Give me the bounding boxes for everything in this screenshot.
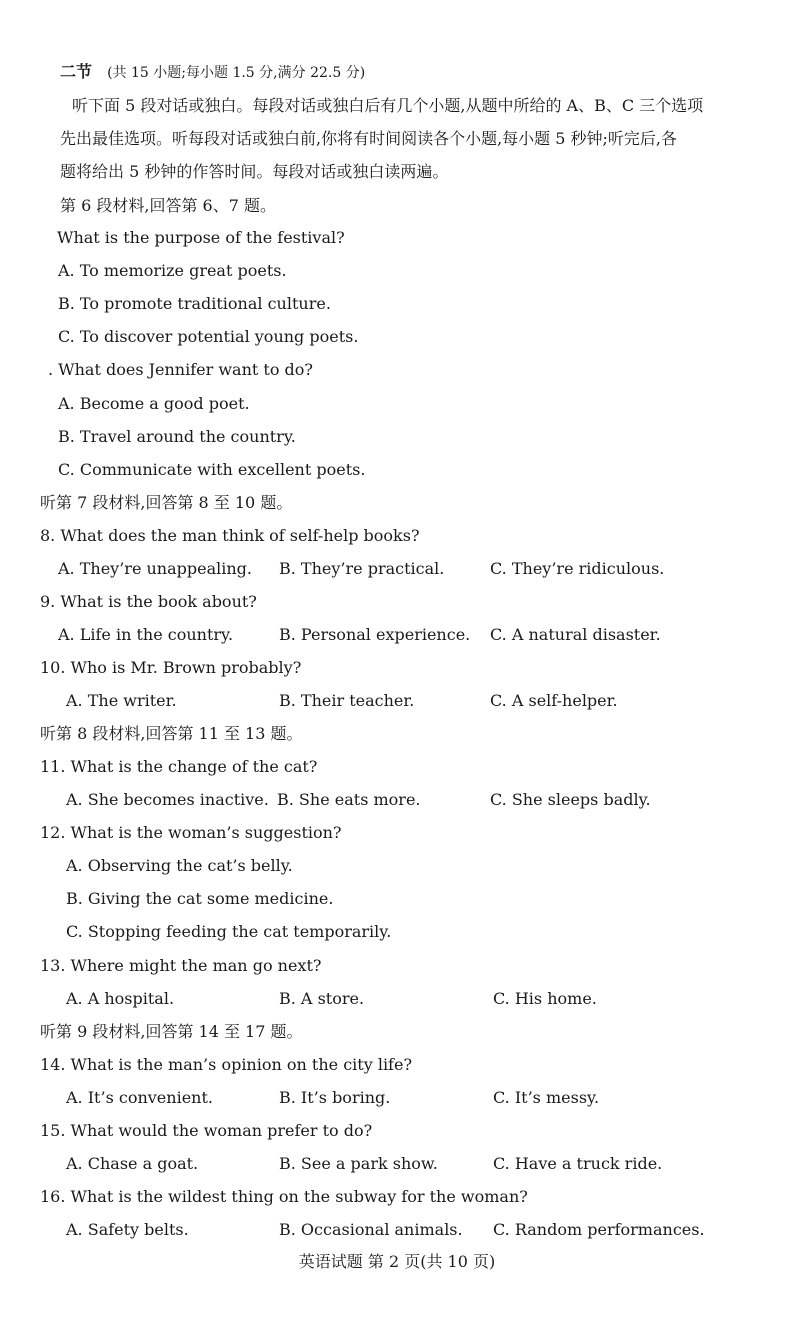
material-header: 听第 7 段材料,回答第 8 至 10 题。 — [40, 493, 293, 512]
option-c: C. Have a truck ride. — [493, 1154, 663, 1173]
option-b: B. See a park show. — [279, 1154, 438, 1173]
option-a: A. They’re unappealing. — [58, 559, 253, 578]
option-c: C. Stopping feeding the cat temporarily. — [66, 922, 392, 941]
option-b: B. It’s boring. — [279, 1088, 391, 1107]
option-b: B. Personal experience. — [279, 625, 471, 644]
option-a: A. Safety belts. — [66, 1220, 189, 1239]
option-b: B. Occasional animals. — [279, 1220, 463, 1239]
question-text: 12. What is the woman’s suggestion? — [40, 823, 342, 842]
question-text: 14. What is the man’s opinion on the city life? — [40, 1055, 413, 1074]
option-c: C. Communicate with excellent poets. — [58, 460, 366, 479]
question-text: 16. What is the wildest thing on the subway for the woman? — [40, 1187, 528, 1206]
option-a: A. It’s convenient. — [66, 1088, 213, 1107]
question-text: 10. Who is Mr. Brown probably? — [40, 658, 302, 677]
question-text: 9. What is the book about? — [40, 592, 257, 611]
option-c: C. She sleeps badly. — [490, 790, 651, 809]
page-footer: 英语试题 第 2 页(共 10 页) — [298, 1252, 496, 1271]
option-c: C. A self-helper. — [490, 691, 618, 710]
option-c: C. To discover potential young poets. — [58, 327, 359, 346]
material-header: 听第 9 段材料,回答第 14 至 17 题。 — [40, 1022, 303, 1041]
option-a: A. Chase a goat. — [66, 1154, 199, 1173]
option-b: B. She eats more. — [277, 790, 421, 809]
option-b: B. A store. — [279, 989, 365, 1008]
option-a: A. The writer. — [66, 691, 177, 710]
option-c: C. A natural disaster. — [490, 625, 661, 644]
question-text: 13. Where might the man go next? — [40, 956, 322, 975]
option-b: B. Travel around the country. — [58, 427, 296, 446]
instructions-line-3: 题将给出 5 秒钟的作答时间。每段对话或独白读两遍。 — [60, 162, 449, 181]
question-text: . What does Jennifer want to do? — [48, 360, 314, 379]
option-a: A. She becomes inactive. — [66, 790, 269, 809]
section-title: 二节 — [60, 62, 93, 81]
option-c: C. Random performances. — [493, 1220, 705, 1239]
option-b: B. Giving the cat some medicine. — [66, 889, 334, 908]
option-c: C. It’s messy. — [493, 1088, 600, 1107]
instructions-line-1: 听下面 5 段对话或独白。每段对话或独白后有几个小题,从题中所给的 A、B、C 三个选项 — [72, 96, 704, 115]
material-header: 第 6 段材料,回答第 6、7 题。 — [60, 196, 276, 215]
option-b: B. Their teacher. — [279, 691, 415, 710]
option-a: A. Observing the cat’s belly. — [66, 856, 293, 875]
option-a: A. A hospital. — [66, 989, 175, 1008]
question-text: What is the purpose of the festival? — [57, 228, 345, 247]
question-text: 15. What would the woman prefer to do? — [40, 1121, 373, 1140]
option-b: B. They’re practical. — [279, 559, 445, 578]
instructions-line-2: 先出最佳选项。听每段对话或独白前,你将有时间阅读各个小题,每小题 5 秒钟;听完后,各 — [60, 129, 678, 148]
option-a: A. Life in the country. — [58, 625, 234, 644]
question-text: 11. What is the change of the cat? — [40, 757, 318, 776]
section-heading — [60, 61, 365, 84]
material-header: 听第 8 段材料,回答第 11 至 13 题。 — [40, 724, 303, 743]
question-text: 8. What does the man think of self-help books? — [40, 526, 420, 545]
option-c: C. They’re ridiculous. — [490, 559, 665, 578]
option-c: C. His home. — [493, 989, 597, 1008]
option-b: B. To promote traditional culture. — [58, 294, 331, 313]
option-a: A. Become a good poet. — [58, 394, 250, 413]
option-a: A. To memorize great poets. — [58, 261, 287, 280]
section-score-note: (共 15 小题;每小题 1.5 分,满分 22.5 分) — [107, 65, 366, 81]
